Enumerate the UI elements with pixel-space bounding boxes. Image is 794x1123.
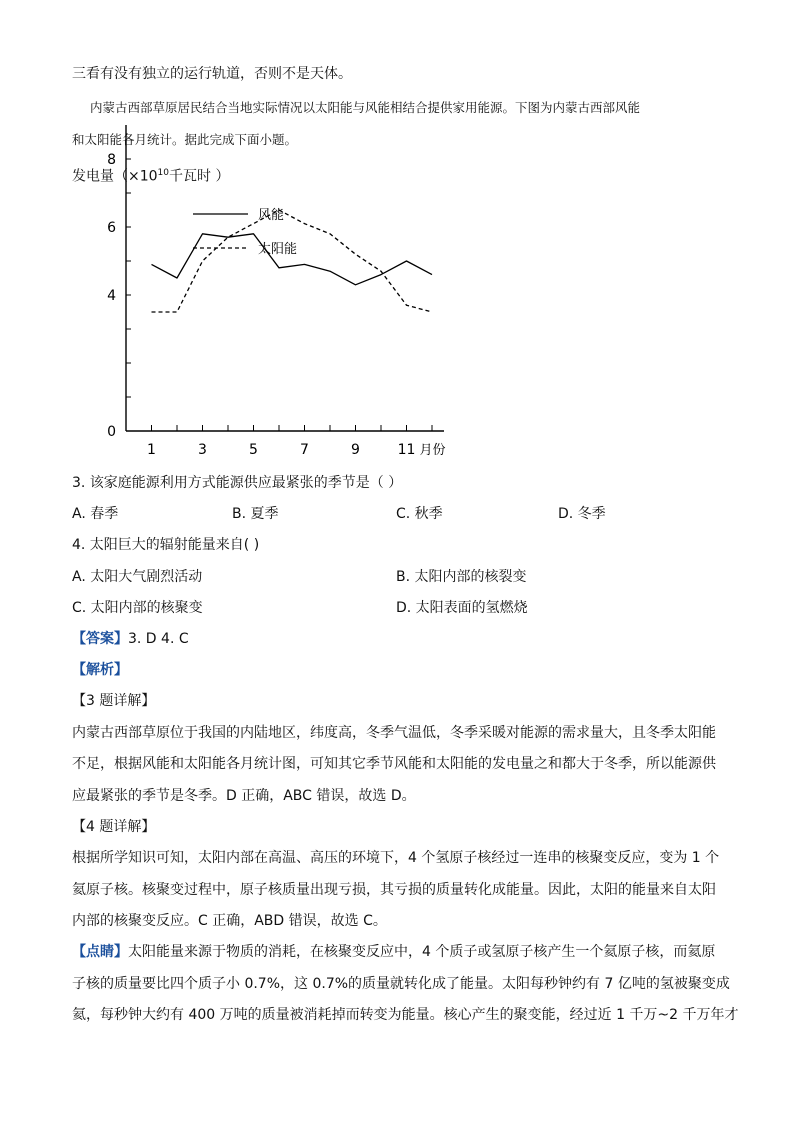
q3-option-a: A. 春季 [72,506,119,522]
answer-label: 【答案】 [72,631,128,647]
x-tick-label-7: 7 [300,442,309,458]
answer-text: 3. D 4. C [128,631,189,647]
x-tick-label-3: 3 [198,442,207,458]
detail-4-line-2: 氦原子核。核聚变过程中，原子核质量出现亏损，其亏损的质量转化成能量。因此，太阳的能量来自太阳 [72,882,716,898]
y-tick-label-0: 0 [107,424,116,440]
q3-option-b: B. 夏季 [232,506,279,522]
chart-y-label-prefix: 发电量（×10 [72,168,158,185]
q4-option-b: B. 太阳内部的核裂变 [396,569,527,585]
q4-option-d: D. 太阳表面的氢燃烧 [396,600,528,616]
q4-option-a: A. 太阳大气剧烈活动 [72,569,203,585]
tip-line-1 [72,942,715,962]
answer-line [72,629,189,649]
detail-4-heading: 【4 题详解】 [72,819,156,835]
x-tick-label-11: 11 [397,442,416,458]
tip-line-2: 子核的质量要比四个质子小 0.7%，这 0.7%的质量就转化成了能量。太阳每秒钟约有 7 亿吨的氢被聚变成 [72,976,730,992]
passage-line-2: 和太阳能各月统计。据此完成下面小题。 [72,132,298,147]
tip-label: 【点睛】 [72,944,128,960]
tip-text-1: 太阳能量来源于物质的消耗，在核聚变反应中，4 个质子或氢原子核产生一个氦原子核，而氦原 [128,944,716,960]
x-tick-label-9: 9 [351,442,360,458]
chart-y-label-suffix: 千瓦时 ） [169,168,230,185]
q3-option-d: D. 冬季 [558,506,606,522]
detail-3-line-1: 内蒙古西部草原位于我国的内陆地区，纬度高，冬季气温低，冬季采暖对能源的需求量大，且冬季太阳能 [72,725,716,741]
y-tick-label-8: 8 [107,152,116,168]
chart-series [152,210,433,312]
passage-line-1: 内蒙古西部草原居民结合当地实际情况以太阳能与风能相结合提供家用能源。下图为内蒙古西部风能 [90,100,641,115]
tip-line-3: 氦，每秒钟大约有 400 万吨的质量被消耗掉而转变为能量。核心产生的聚变能，经过近 1 千万~2 千万年才 [72,1007,739,1023]
q4-stem: 4. 太阳巨大的辐射能量来自( ) [72,537,260,553]
detail-4-line-1: 根据所学知识可知，太阳内部在高温、高压的环境下，4 个氢原子核经过一连串的核聚变反应，变为 1 个 [72,850,720,866]
detail-3-line-3: 应最紧张的季节是冬季。D 正确，ABC 错误，故选 D。 [72,788,416,804]
legend-label-solar: 太阳能 [258,242,298,257]
x-tick-label-1: 1 [147,442,156,458]
chart-ticks [107,152,445,458]
q3-stem: 3. 该家庭能源利用方式能源供应最紧张的季节是（ ） [72,475,403,491]
intro-line: 三看有没有独立的运行轨道，否则不是天体。 [72,66,352,82]
series-line-solar [152,210,433,312]
detail-4-line-3: 内部的核聚变反应。C 正确，ABD 错误，故选 C。 [72,913,387,929]
legend-label-wind: 风能 [258,208,285,223]
chart-legend [193,207,297,257]
detail-3-heading: 【3 题详解】 [72,693,156,709]
detail-3-line-2: 不足，根据风能和太阳能各月统计图，可知其它季节风能和太阳能的发电量之和都大于冬季，所以能源供 [72,756,716,772]
q4-option-c: C. 太阳内部的核聚变 [72,600,203,616]
chart-y-label-exponent: 10 [157,168,169,178]
q3-option-c: C. 秋季 [396,506,443,522]
y-tick-label-4: 4 [107,288,116,304]
y-tick-label-6: 6 [107,220,116,236]
x-axis-label: 月份 [419,443,446,458]
x-tick-label-5: 5 [249,442,258,458]
analysis-label: 【解析】 [72,662,128,678]
